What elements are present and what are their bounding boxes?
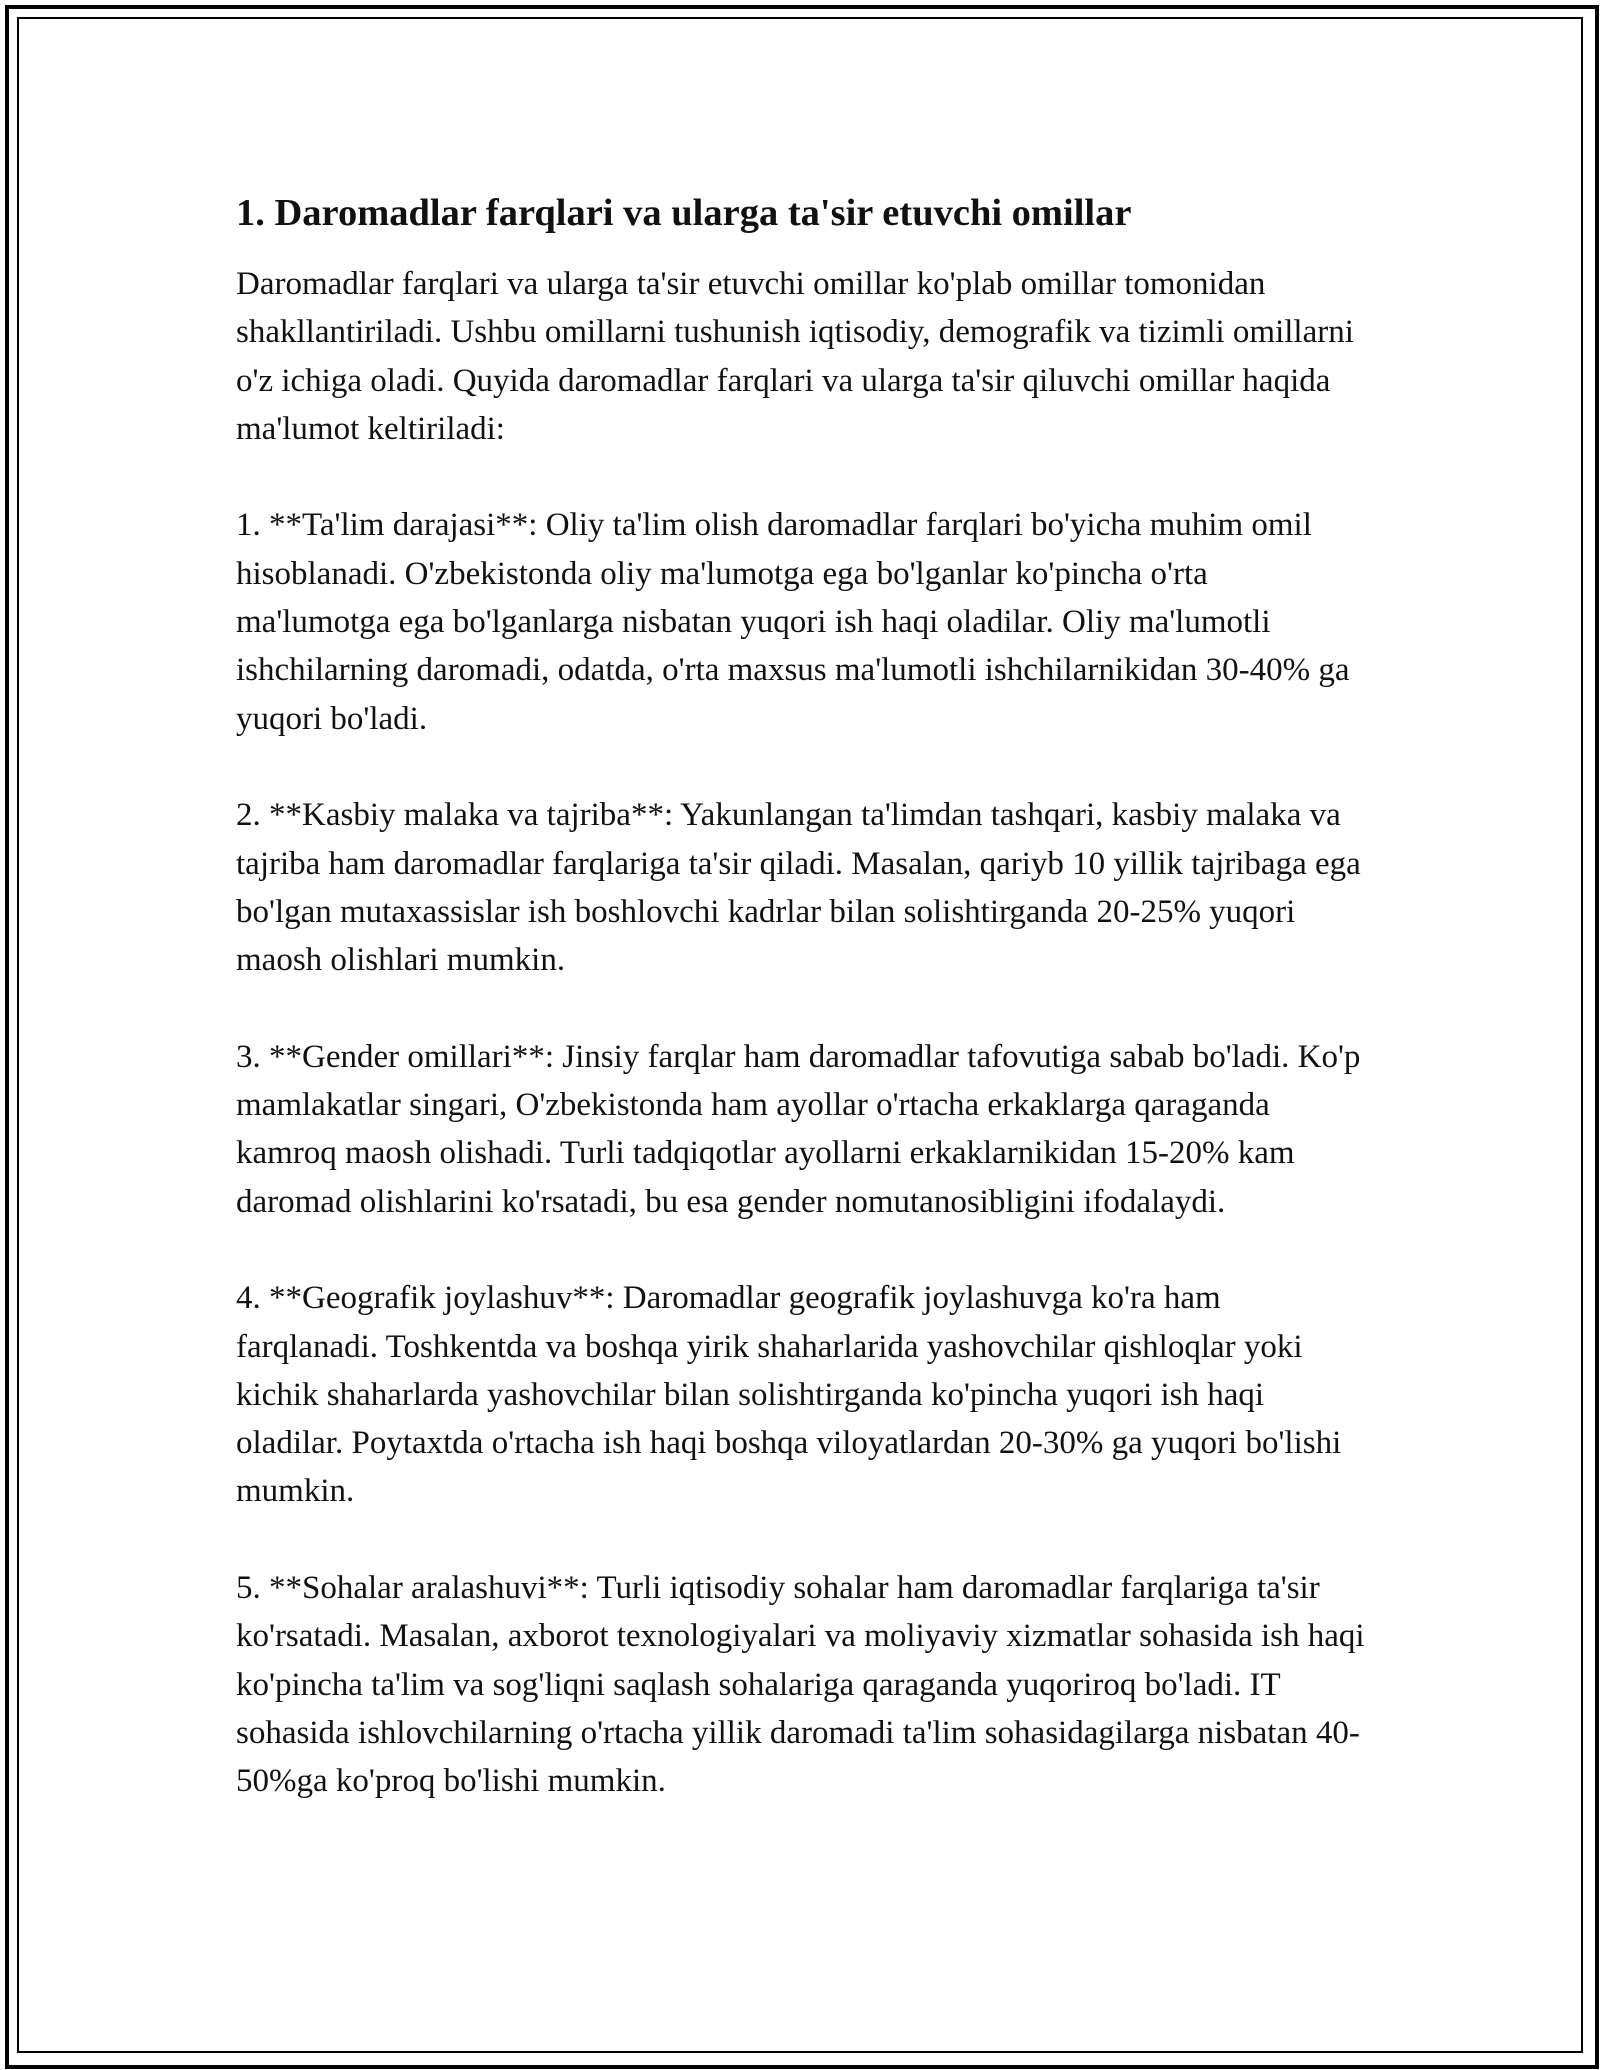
list-item-sectors: 5. **Sohalar aralashuvi**: Turli iqtisodiy sohalar ham daromadlar farqlariga ta'sir ko'rsatadi. Masalan, axborot texnologiyalari va moliyaviy xizmatlar sohasida ish haqi ko'pincha ta'lim va sog'liqni saqlash sohalariga qaraganda yuqoriroq bo'ladi. IT sohasida ishlovchilarning o'rtacha yillik daromadi ta'lim sohasidagilarga nisbatan 40-50%ga ko'proq bo'lishi mumkin. [236,1570,1365,1800]
document-body [236,186,1366,1806]
list-item-education: 1. **Ta'lim darajasi**: Oliy ta'lim olish daromadlar farqlari bo'yicha muhim omil hisoblanadi. O'zbekistonda oliy ma'lumotga ega bo'lganlar ko'pincha o'rta ma'lumotga ega bo'lganlarga nisbatan yuqori ish haqi oladilar. Oliy ma'lumotli ishchilarning daromadi, odatda, o'rta maxsus ma'lumotli ishchilarnikidan 30-40% ga yuqori bo'ladi. [236,507,1350,737]
list-item-experience: 2. **Kasbiy malaka va tajriba**: Yakunlangan ta'limdan tashqari, kasbiy malaka va tajriba ham daromadlar farqlariga ta'sir qiladi. Masalan, qariyb 10 yillik tajribaga ega bo'lgan mutaxassislar ish boshlovchi kadrlar bilan solishtirganda 20-25% yuqori maosh olishlari mumkin. [236,797,1361,979]
list-item-gender: 3. **Gender omillari**: Jinsiy farqlar ham daromadlar tafovutiga sabab bo'ladi. Ko'p mamlakatlar singari, O'zbekistonda ham ayollar o'rtacha erkaklarga qaraganda kamroq maosh olishadi. Turli tadqiqotlar ayollarni erkaklarnikidan 15-20% kam daromad olishlarini ko'rsatadi, bu esa gender nomutanosibligini ifodalaydi. [236,1038,1361,1220]
section-title: 1. Daromadlar farqlari va ularga ta'sir etuvchi omillar [236,192,1132,234]
intro-paragraph: Daromadlar farqlari va ularga ta'sir etuvchi omillar ko'plab omillar tomonidan shakllantiriladi. Ushbu omillarni tushunish iqtisodiy, demografik va tizimli omillarni o'z ichiga oladi. Quyida daromadlar farqlari va ularga ta'sir qiluvchi omillar haqida ma'lumot keltiriladi: [236,266,1354,447]
list-item-geography: 4. **Geografik joylashuv**: Daromadlar geografik joylashuvga ko'ra ham farqlanadi. Toshkentda va boshqa yirik shaharlarida yashovchilar qishloqlar yoki kichik shaharlarda yashovchilar bilan solishtirganda ko'pincha yuqori ish haqi oladilar. Poytaxtda o'rtacha ish haqi boshqa viloyatlardan 20-30% ga yuqori bo'lishi mumkin. [236,1280,1342,1510]
